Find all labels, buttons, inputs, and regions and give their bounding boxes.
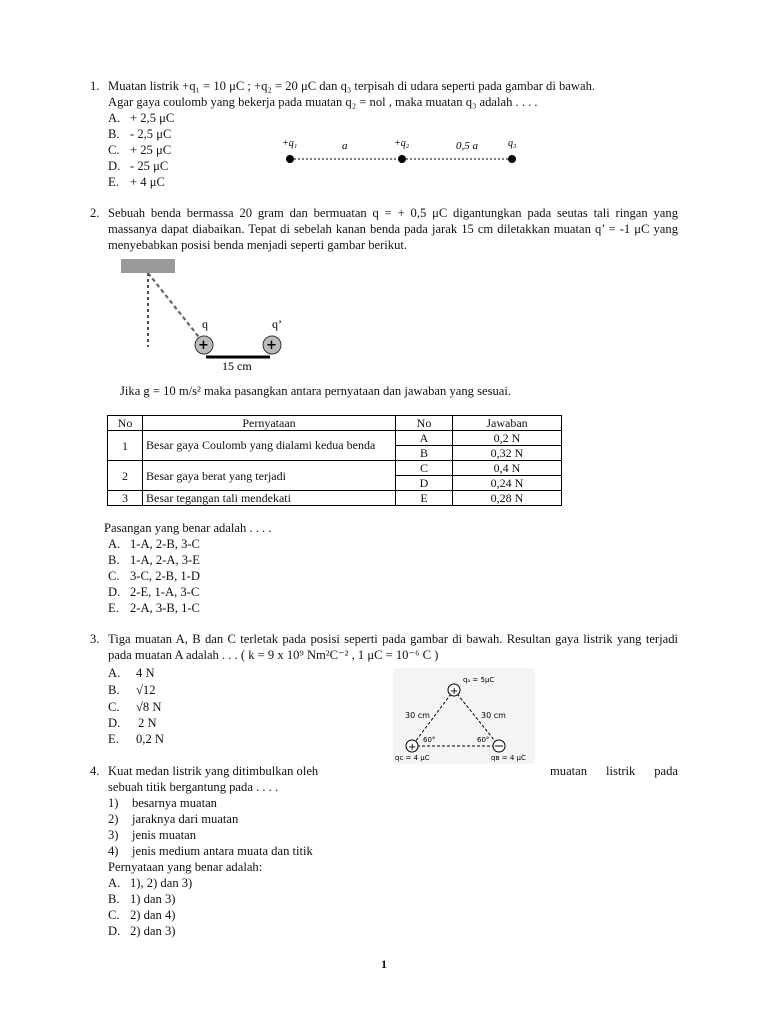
question-prompt: Pernyataan yang benar adalah: [108,860,263,874]
question-number: 3. [90,632,100,646]
statement-no: 1 [108,431,143,461]
string-line [148,273,202,341]
question-number: 2. [90,206,100,220]
matching-table [107,415,562,506]
question-number: 4. [90,764,100,778]
question-text-line1-right: muatan listrik pada [550,764,678,778]
answer-no: B [396,446,453,461]
question-text-line2: sebuah titik bergantung pada . . . . [108,780,279,794]
list-item-2: 2) jaraknya dari muatan [108,812,239,826]
option-d: D. 2-E, 1-A, 3-C [108,585,200,599]
label-side-left: 30 cm [405,711,430,720]
answer-value: 0,28 N [453,491,562,506]
option-e: E. 0,2 N [108,732,164,746]
svg-text:+: + [266,338,277,353]
statement-no: 2 [108,461,143,491]
option-b: B. √12 [108,683,156,697]
question-number: 1. [90,79,100,93]
header-pernyataan: Pernyataan [143,416,396,431]
option-c: C. √8 N [108,700,162,714]
charge-q1-dot [286,155,294,163]
label-q-prime: q’ [272,317,282,331]
answer-no: C [396,461,453,476]
option-c: C. 2) dan 4) [108,908,176,922]
label-distance: 15 cm [222,359,252,373]
charge-q2-dot [398,155,406,163]
option-e: E. 2-A, 3-B, 1-C [108,601,200,615]
answer-no: A [396,431,453,446]
answer-value: 0,24 N [453,476,562,491]
question-text-line1-left: Kuat medan listrik yang ditimbulkan oleh [108,764,319,778]
label-q1: +q₁ [282,138,298,149]
question-text-line2: Agar gaya coulomb yang bekerja pada muatan q₂ = nol , maka muatan q₃ adalah . . . . [108,95,538,109]
option-a: A. 4 N [108,666,155,680]
label-q: q [202,317,208,331]
charges-line-figure [270,133,530,173]
answer-no: E [396,491,453,506]
charge-q3-dot [508,155,516,163]
triangle-charges-figure [393,668,535,764]
instruction-text: Jika g = 10 m/s² maka pasangkan antara pernyataan dan jawaban yang sesuai. [120,384,512,398]
answer-no: D [396,476,453,491]
option-a: A. 1), 2) dan 3) [108,876,193,890]
header-no-2: No [396,416,453,431]
label-distance-a: a [342,140,348,152]
option-c: C. + 25 μC [108,143,172,157]
option-b: B. 1-A, 2-A, 3-E [108,553,200,567]
question-prompt: Pasangan yang benar adalah . . . . [104,521,272,535]
label-qc: qᴄ = 4 μC [395,754,430,762]
list-item-1: 1) besarnya muatan [108,796,217,810]
label-q2: +q₂ [394,138,410,149]
label-qa: qₐ = 5μC [463,676,495,684]
option-a: A. 1-A, 2-B, 3-C [108,537,200,551]
statement-no: 3 [108,491,143,506]
answer-value: 0,4 N [453,461,562,476]
label-side-right: 30 cm [481,711,506,720]
page-number: 1 [381,957,387,971]
label-angle-right: 60° [477,736,490,744]
label-angle-left: 60° [423,736,436,744]
option-a: A. + 2,5 μC [108,111,175,125]
answer-value: 0,2 N [453,431,562,446]
header-jawaban: Jawaban [453,416,562,431]
label-distance-half-a: 0,5 a [456,140,478,152]
list-item-4: 4) jenis medium antara muata dan titik [108,844,313,858]
statement-text: Besar gaya Coulomb yang dialami kedua benda [143,431,396,461]
option-c: C. 3-C, 2-B, 1-D [108,569,200,583]
option-d: D. 2 N [108,716,157,730]
option-e: E. + 4 μC [108,175,165,189]
pendulum-figure [118,257,298,375]
question-text: Sebuah benda bermassa 20 gram dan bermuatan q = + 0,5 μC digantungkan pada seutas tali ringan yang massanya dapat diabaikan. Tepat di sebelah kanan benda pada jarak 15 cm diletakkan muatan q’ = -1 μC yang menyebabkan posisi benda menjadi seperti gambar berikut. [108,206,678,252]
svg-text:+: + [198,338,209,353]
option-b: B. 1) dan 3) [108,892,176,906]
question-text-line1: Muatan listrik +q₁ = 10 μC ; +q₂ = 20 μC dan q₃ terpisah di udara seperti pada gambar di bawah. [108,79,596,93]
statement-text: Besar tegangan tali mendekati [143,491,396,506]
header-no: No [108,416,143,431]
option-b: B. - 2,5 μC [108,127,172,141]
label-qb: qʙ = 4 μC [491,754,526,762]
statement-text: Besar gaya berat yang terjadi [143,461,396,491]
answer-value: 0,32 N [453,446,562,461]
svg-text:+: + [450,686,459,697]
ceiling-support [121,259,175,273]
option-d: D. 2) dan 3) [108,924,176,938]
label-q3: q₃ [508,138,517,149]
svg-text:+: + [408,742,417,753]
option-d: D. - 25 μC [108,159,169,173]
question-text: Tiga muatan A, B dan C terletak pada posisi seperti pada gambar di bawah. Resultan gaya listrik yang terjadi pada muatan A adalah . . . ( k = 9 x 10⁹ Nm²C⁻² , 1 μC = 10⁻⁶ C ) [108,632,678,662]
list-item-3: 3) jenis muatan [108,828,197,842]
